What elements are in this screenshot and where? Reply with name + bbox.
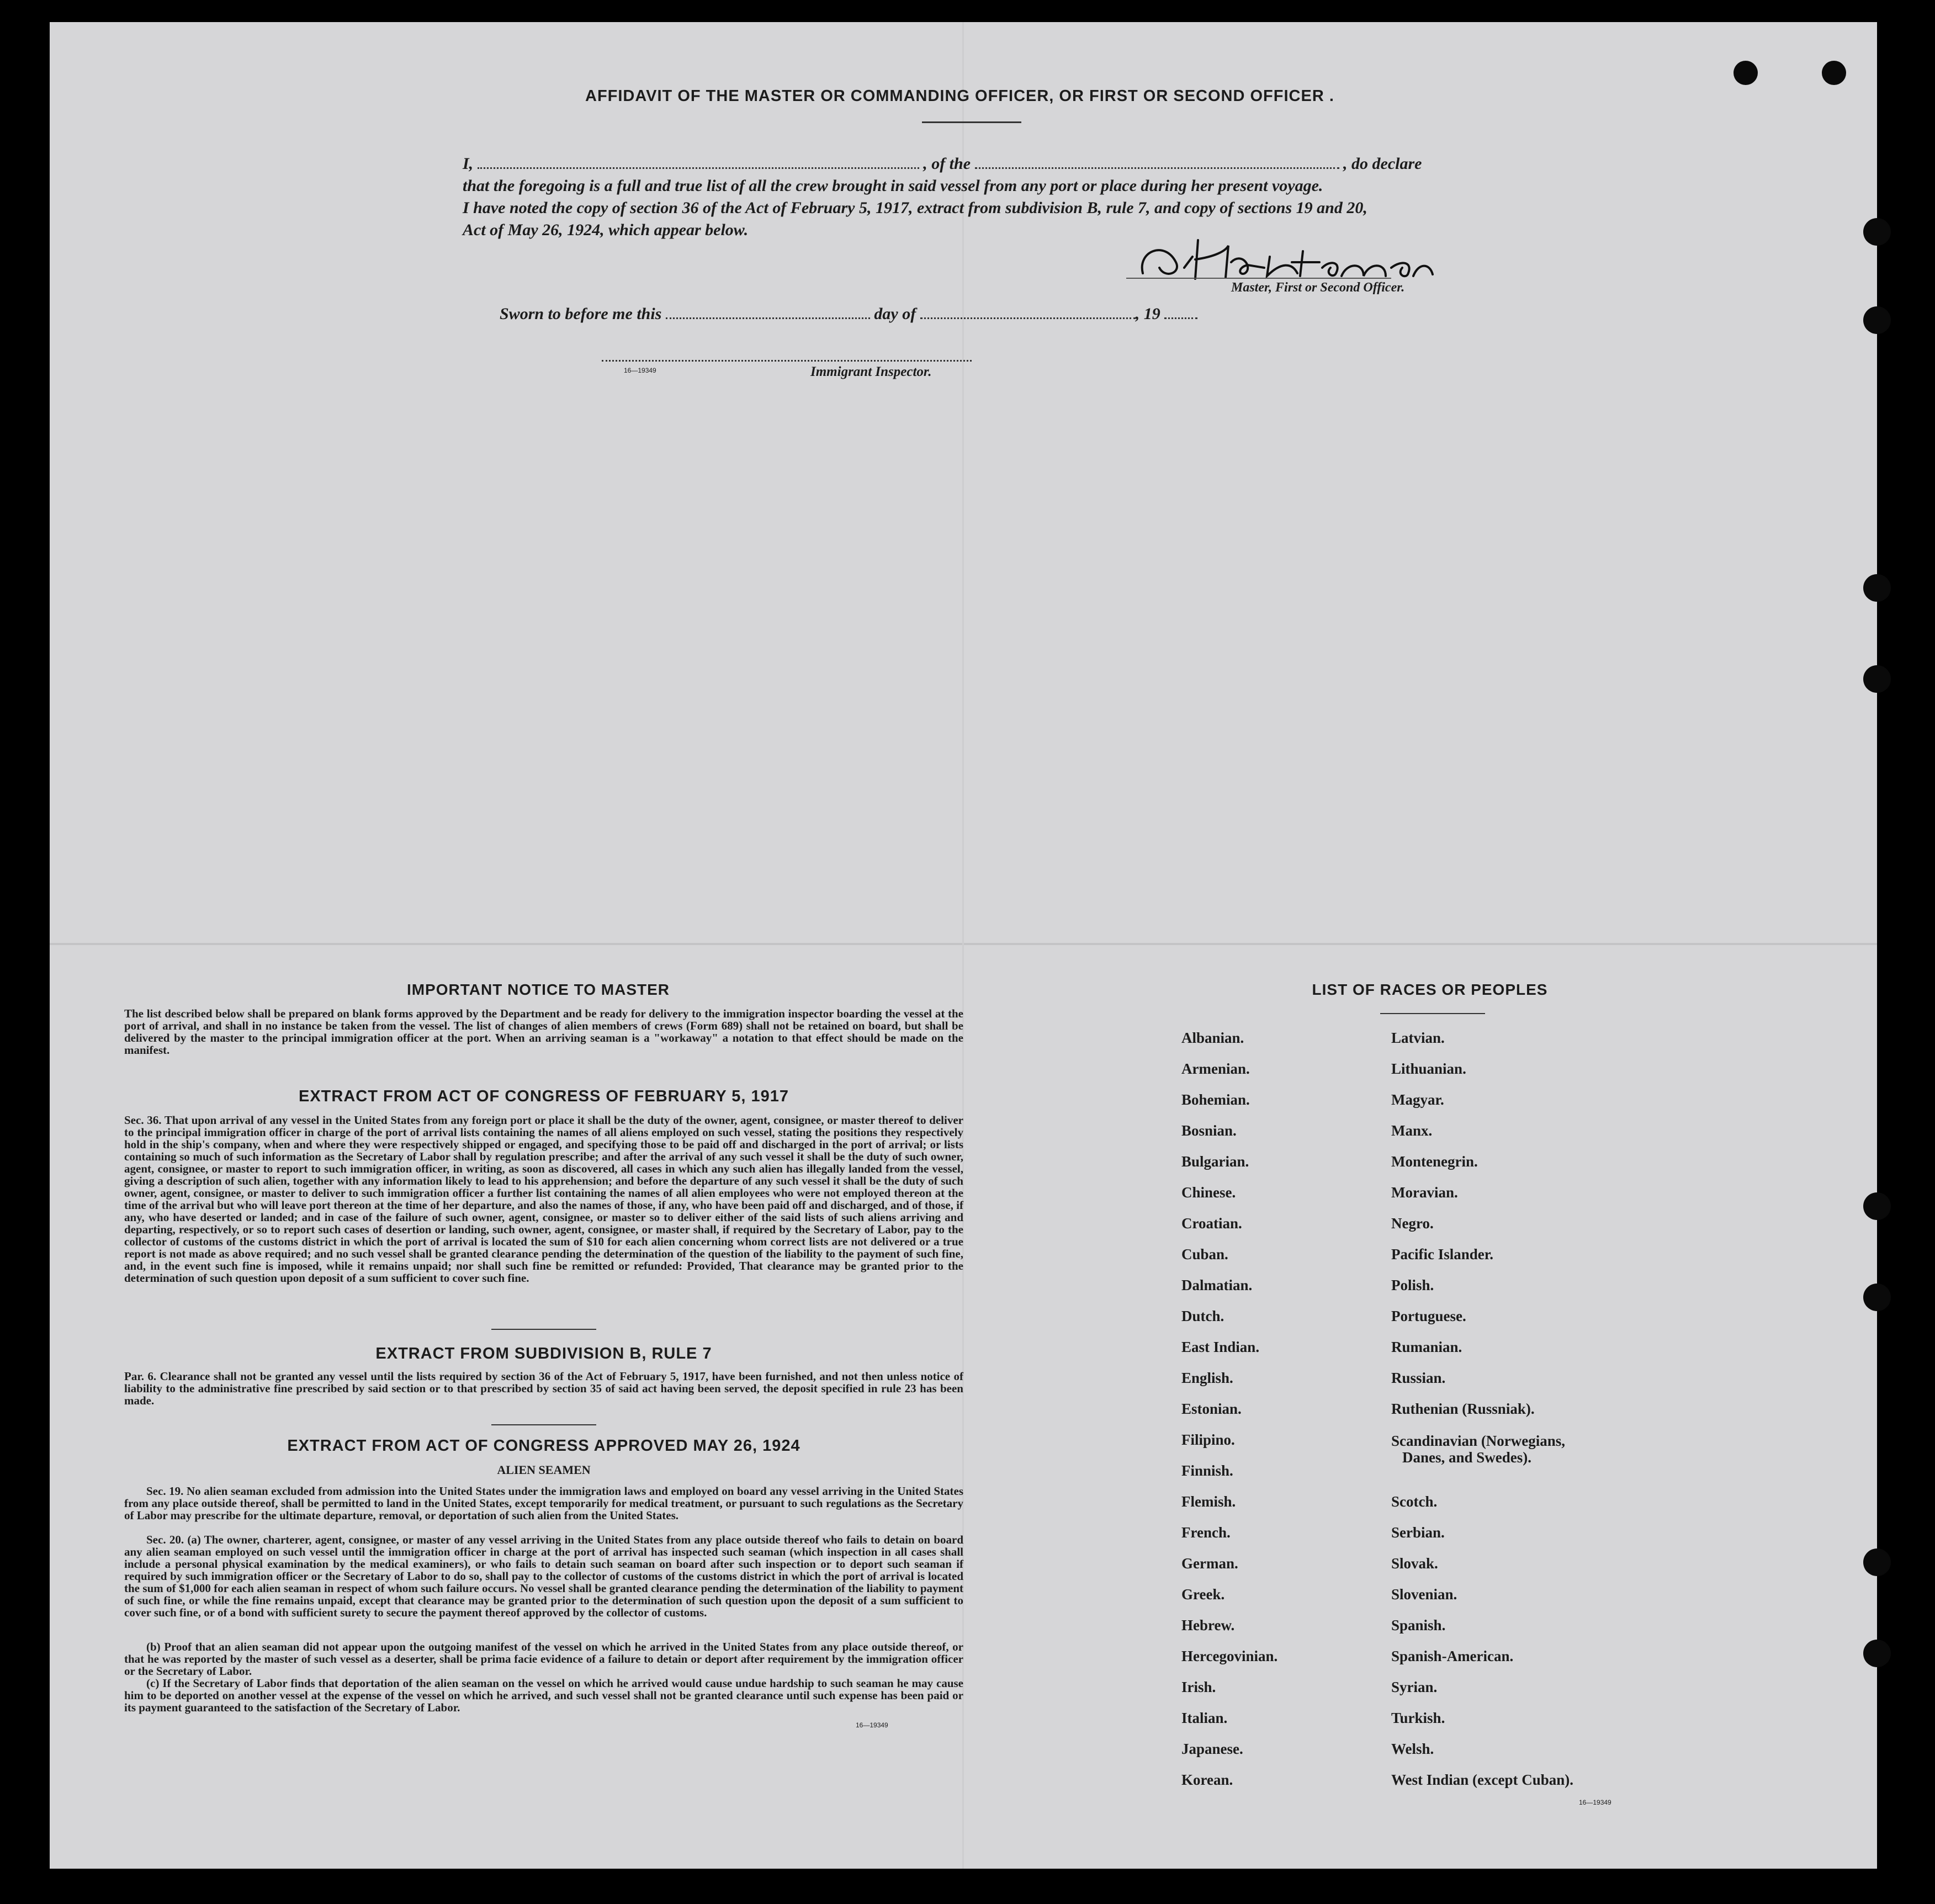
affidavit-line1	[463, 155, 1422, 173]
punch-hole	[1863, 574, 1891, 602]
affidavit-i: I,	[463, 155, 474, 173]
inspector-caption: Immigrant Inspector.	[810, 364, 932, 379]
race-item: East Indian.	[1181, 1339, 1260, 1355]
race-item: Bohemian.	[1181, 1091, 1250, 1108]
affidavit-line4: Act of May 26, 1924, which appear below.	[463, 221, 749, 239]
form-number-left: 16—19349	[856, 1721, 888, 1729]
race-item: Montenegrin.	[1391, 1153, 1478, 1170]
punch-hole	[1863, 1548, 1891, 1576]
notice-text: The list described below shall be prepared on blank forms approved by the Department and be ready for delivery to the immigration inspector boarding the vessel at the port of arrival, and shall in no instance be taken from the vessel. The list of changes of alien members of crews (Form 689) shall not be retained on board, but shall be delivered by the master to the principal immigration officer at the port. When an arriving seaman is a "workaway" a notation to that effect should be made on the manifest.	[124, 1007, 963, 1057]
race-item: Latvian.	[1391, 1030, 1445, 1046]
year-text: , 19	[1135, 305, 1160, 323]
race-item: Serbian.	[1391, 1524, 1445, 1541]
race-item: Russian.	[1391, 1370, 1446, 1386]
sworn-text: Sworn to before me this	[500, 305, 662, 323]
race-item: Danes, and Swedes).	[1402, 1449, 1532, 1466]
subdivision-title: EXTRACT FROM SUBDIVISION B, RULE 7	[375, 1345, 712, 1362]
races-title: LIST OF RACES OR PEOPLES	[1312, 981, 1548, 998]
extract-1917-title: EXTRACT FROM ACT OF CONGRESS OF FEBRUARY 5, 1917	[298, 1088, 789, 1105]
race-item: West Indian (except Cuban).	[1391, 1772, 1574, 1788]
race-item: Lithuanian.	[1391, 1060, 1466, 1077]
sec19-text: Sec. 19. No alien seaman excluded from admission into the United States under the immigration laws and employed on board any vessel arriving in the United States from any place outside thereof, shall be permitted to land in the United States, except temporarily for medical treatment, or pursuant to such regulations as the Secretary of Labor may prescribe for the ultimate departure, removal, or deportation of such alien from the United States.	[124, 1484, 963, 1522]
race-item: Spanish-American.	[1391, 1648, 1514, 1664]
race-item: Hebrew.	[1181, 1617, 1235, 1633]
sec20a-text: Sec. 20. (a) The owner, charterer, agent, consignee, or master of any vessel arriving in the United States from any place outside thereof who fails to detain on board any alien seaman employed on such vessel until the immigration officer in charge at the port of arrival has inspected such seaman (which inspection in all cases shall include a personal physical examination by the medical examiners), or who fails to detain such seaman on board after such inspection or to deport such seaman if required by such immigration officer or the Secretary of Labor to do so, shall pay to the collector of customs of the customs district in which the port of arrival is located the sum of $1,000 for each alien seaman in respect of whom such failure occurs. No vessel shall be granted clearance pending the determination of the liability to payment of such fine, or while the fine remains unpaid, except that clearance may be granted prior to the determination of such question upon the deposit of a sum sufficient to cover such fine, or of a bond with sufficient surety to secure the payment thereof approved by the collector of customs.	[124, 1533, 963, 1619]
year-blank	[1164, 317, 1197, 319]
race-item: Turkish.	[1391, 1710, 1445, 1726]
race-item: Dalmatian.	[1181, 1277, 1253, 1293]
punch-hole	[1822, 61, 1846, 85]
divider-1	[491, 1329, 596, 1330]
punch-hole	[1863, 1284, 1891, 1311]
punch-hole	[1733, 61, 1758, 85]
race-item: French.	[1181, 1524, 1231, 1541]
punch-hole	[1863, 1192, 1891, 1220]
affidavit-line3: I have noted the copy of section 36 of the Act of February 5, 1917, extract from subdivision B, rule 7, and copy of sections 19 and 20,	[463, 199, 1367, 217]
race-item: Armenian.	[1181, 1060, 1250, 1077]
race-item: Rumanian.	[1391, 1339, 1462, 1355]
race-item: Negro.	[1391, 1215, 1434, 1232]
race-item: Dutch.	[1181, 1308, 1224, 1324]
race-item: Scotch.	[1391, 1493, 1438, 1510]
extract-1924-title: EXTRACT FROM ACT OF CONGRESS APPROVED MAY 26, 1924	[287, 1437, 800, 1455]
race-item: German.	[1181, 1555, 1238, 1572]
signature-line	[1126, 278, 1391, 279]
day-of-text: day of	[874, 305, 916, 323]
race-item: Manx.	[1391, 1122, 1433, 1139]
affidavit-do-declare: , do declare	[1343, 155, 1422, 173]
affidavit-of-the: , of the	[923, 155, 971, 173]
race-item: Pacific Islander.	[1391, 1246, 1493, 1263]
punch-hole	[1863, 306, 1891, 334]
inspector-line	[602, 360, 972, 362]
race-item: Irish.	[1181, 1679, 1216, 1695]
race-item: Croatian.	[1181, 1215, 1242, 1232]
sec20c-text: (c) If the Secretary of Labor finds that deportation of the alien seaman on the vessel on which he arrived would cause undue hardship to such seaman he may cause him to be deported on another vessel at the expense of the vessel on which he arrived, and such vessel shall not be granted clearance until such expense has been paid or its payment guaranteed to the satisfaction of the Secretary of Labor.	[124, 1677, 963, 1714]
form-number-top: 16—19349	[624, 367, 656, 374]
subdivision-text: Par. 6. Clearance shall not be granted any vessel until the lists required by section 36 of the Act of February 5, 1917, have been furnished, and not then unless notice of liability to the administrative fine prescribed by said section or to that prescribed by section 35 of said act having been served, the deposit specified in rule 23 has been made.	[124, 1370, 963, 1407]
race-item: Greek.	[1181, 1586, 1225, 1603]
race-item: Portuguese.	[1391, 1308, 1466, 1324]
punch-hole	[1863, 1640, 1891, 1667]
race-item: Japanese.	[1181, 1741, 1243, 1757]
race-item: Finnish.	[1181, 1462, 1233, 1479]
punch-hole	[1863, 218, 1891, 246]
race-item: Magyar.	[1391, 1091, 1444, 1108]
race-item: Spanish.	[1391, 1617, 1446, 1633]
race-item: Bulgarian.	[1181, 1153, 1249, 1170]
sworn-line	[500, 305, 1197, 323]
race-item: Slovenian.	[1391, 1586, 1457, 1603]
name-blank	[478, 167, 919, 169]
race-item: Ruthenian (Russniak).	[1391, 1401, 1535, 1417]
race-item: Italian.	[1181, 1710, 1228, 1726]
punch-hole	[1863, 665, 1891, 693]
notice-title: IMPORTANT NOTICE TO MASTER	[406, 981, 670, 998]
race-item: English.	[1181, 1370, 1233, 1386]
race-item: Korean.	[1181, 1772, 1233, 1788]
race-item: Filipino.	[1181, 1431, 1235, 1448]
race-item: Slovak.	[1391, 1555, 1438, 1572]
race-item: Estonian.	[1181, 1401, 1242, 1417]
sworn-day-blank	[666, 317, 870, 319]
race-item: Hercegovinian.	[1181, 1648, 1278, 1664]
affidavit-title: AFFIDAVIT OF THE MASTER OR COMMANDING OFFICER, OR FIRST OR SECOND OFFICER .	[585, 87, 1334, 105]
title-underline	[922, 121, 1021, 123]
races-divider	[1380, 1013, 1485, 1014]
alien-seamen-subtitle: ALIEN SEAMEN	[497, 1463, 591, 1477]
race-item: Bosnian.	[1181, 1122, 1237, 1139]
race-item: Moravian.	[1391, 1184, 1458, 1201]
race-item: Albanian.	[1181, 1030, 1244, 1046]
form-number-right: 16—19349	[1579, 1799, 1611, 1806]
divider-2	[491, 1424, 596, 1425]
race-item: Polish.	[1391, 1277, 1434, 1293]
sec20b-text: (b) Proof that an alien seaman did not appear upon the outgoing manifest of the vessel on which he arrived in the United States from any place outside thereof, or that he was reported by the master of such vessel as a deserter, shall be prima facie evidence of a failure to detain or deport after requirement by the immigration officer or the Secretary of Labor.	[124, 1640, 963, 1678]
race-item: Cuban.	[1181, 1246, 1228, 1263]
race-item: Flemish.	[1181, 1493, 1236, 1510]
race-item: Syrian.	[1391, 1679, 1438, 1695]
extract-1917-text: Sec. 36. That upon arrival of any vessel in the United States from any foreign port or place it shall be the duty of the owner, agent, consignee, or master thereof to deliver to the principal immigration officer in charge of the port of arrival lists containing the names of all aliens employed on such vessel, stating the positions they respectively hold in the ship's company, when and where they were respectively shipped or engaged, and specifying those to be paid off and discharged in the port of arrival; or lists containing so much of such information as the Secretary of Labor shall by regulation prescribe; and after the arrival of any such vessel it shall be the duty of such owner, agent, consignee, or master to report to such immigration officer, in writing, as soon as discovered, all cases in which any such alien has illegally landed from the vessel, giving a description of such alien, together with any information likely to lead to his apprehension; and before the departure of any such vessel it shall be the duty of such owner, agent, consignee, or master to deliver to such immigration officer a further list containing the names of all alien employees who were not employed thereon at the time of the arrival but who will leave port thereon at the time of her departure, and also the names of those, if any, who have been paid off and discharged, and of those, if any, who have deserted or landed; and in case of the failure of such owner, agent, consignee, or master so to deliver either of the said lists of such aliens arriving and departing, respectively, or so to report such cases of desertion or landing, such owner, agent, consignee, or master shall, if required by the Secretary of Labor, pay to the collector of customs of the customs district in which the port of arrival is located the sum of $10 for each alien concerning whom correct lists are not delivered or a true report is not made as above required; and no such vessel shall be granted clearance pending the determination of the question of the liability to the payment of such fine, and, in the event such fine is imposed, while it remains unpaid; nor shall such fine be remitted or refunded: Provided, That clearance may be granted prior to the determination of such question upon deposit of a sum sufficient to cover such fine.	[124, 1113, 963, 1285]
race-item: Chinese.	[1181, 1184, 1236, 1201]
signature-caption: Master, First or Second Officer.	[1231, 280, 1405, 295]
race-item: Welsh.	[1391, 1741, 1434, 1757]
affidavit-line2: that the foregoing is a full and true list of all the crew brought in said vessel from any port or place during her present voyage.	[463, 177, 1323, 195]
document-page	[50, 22, 1877, 1869]
sworn-month-blank	[920, 317, 1136, 319]
race-item: Scandinavian (Norwegians,	[1391, 1433, 1566, 1449]
vessel-blank	[975, 167, 1339, 169]
